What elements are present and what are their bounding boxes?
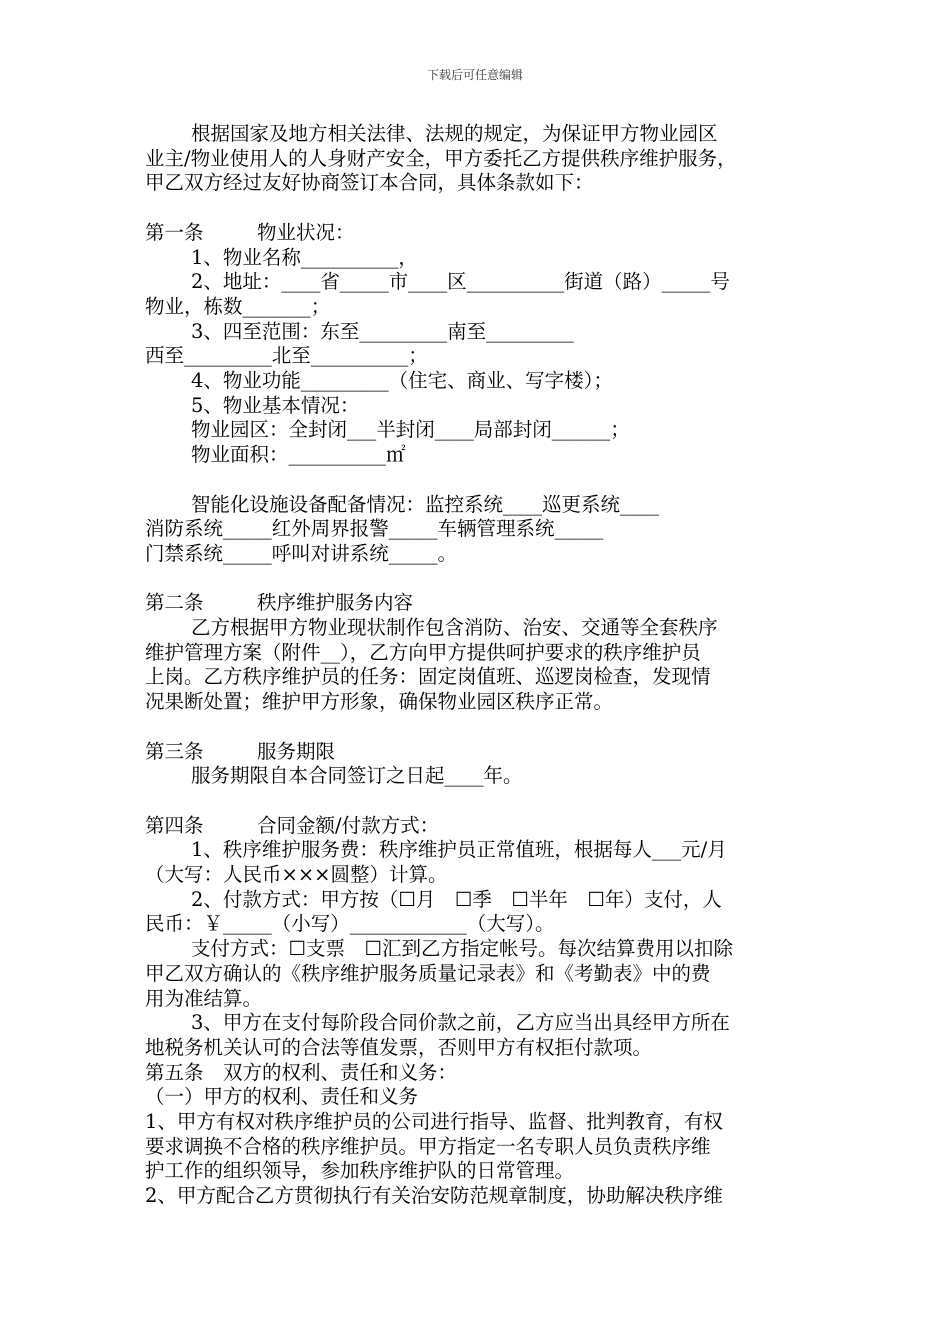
text-line: 支付方式：☐支票 ☐汇到乙方指定帐号。每次结算费用以扣除	[191, 937, 733, 961]
paragraph-gap	[145, 789, 810, 814]
text-line: 5、物业基本情况：	[191, 393, 360, 417]
text-line: 2、付款方式：甲方按（☐月 ☐季 ☐半年 ☐年）支付，人	[191, 887, 722, 911]
article-heading	[145, 221, 810, 246]
article-number: 第一条	[145, 220, 204, 244]
text-line: 根据国家及地方相关法律、法规的规定，为保证甲方物业园区	[191, 122, 718, 145]
paragraph-gap	[145, 468, 810, 493]
page-header: 下载后可任意编辑	[426, 68, 523, 82]
text-line: 1、物业名称__________，	[191, 245, 418, 269]
text-line: 2、甲方配合乙方贯彻执行有关治安防范规章制度，协助解决秩序维	[145, 1184, 723, 1208]
text-line: 智能化设施设备配备情况：监控系统____巡更系统____	[191, 492, 660, 516]
document-body	[145, 122, 810, 1209]
text-line: 第五条 双方的权利、责任和义务：	[145, 1060, 458, 1084]
text-line: （一）甲方的权利、责任和义务	[145, 1085, 419, 1109]
article-heading	[145, 814, 810, 839]
text-line: 要求调换不合格的秩序维护员。甲方指定一名专职人员负责秩序维	[145, 1134, 711, 1158]
article-title: 秩序维护服务内容	[257, 591, 414, 615]
text-line: 维护管理方案（附件__），乙方向甲方提供呵护要求的秩序维护员	[145, 640, 701, 664]
article-heading	[145, 591, 810, 616]
article-title: 服务期限	[257, 739, 336, 763]
article-title: 物业状况：	[257, 220, 355, 244]
text-line: 4、物业功能_________（住宅、商业、写字楼）；	[191, 369, 613, 393]
text-line: 地税务机关认可的合法等值发票，否则甲方有权拒付款项。	[145, 1035, 653, 1059]
article-title: 合同金额/付款方式：	[257, 813, 440, 837]
text-line: 3、甲方在支付每阶段合同价款之前，乙方应当出具经甲方所在	[191, 1011, 730, 1035]
text-line: 1、甲方有权对秩序维护员的公司进行指导、监督、批判教育，有权	[145, 1110, 723, 1134]
text-line: 甲乙双方经过友好协商签订本合同，具体条款如下：	[145, 171, 594, 195]
text-line: （大写：人民币×××圆整）计算。	[145, 863, 448, 887]
paragraph-gap	[145, 715, 810, 740]
text-line: 消防系统_____红外周界报警_____车辆管理系统_____	[145, 517, 604, 541]
text-line: 2、地址：____省_____市____区__________街道（路）_____号	[191, 270, 730, 294]
text-line: 西至_________北至__________；	[145, 344, 428, 368]
article-heading	[145, 740, 810, 765]
text-line: 护工作的组织领导，参加秩序维护队的日常管理。	[145, 1159, 575, 1183]
article-number: 第四条	[145, 813, 204, 837]
text-line: 物业，栋数_______；	[145, 294, 331, 318]
text-line: 甲乙双方确认的《秩序维护服务质量记录表》和《考勤表》中的费	[145, 961, 711, 985]
text-line: 上岗。乙方秩序维护员的任务：固定岗值班、巡逻岗检查，发现情	[145, 665, 711, 689]
paragraph-gap	[145, 567, 810, 592]
text-line: 服务期限自本合同签订之日起____年。	[191, 764, 523, 788]
text-line: 门禁系统_____呼叫对讲系统_____。	[145, 541, 458, 565]
text-line: 物业面积：__________㎡	[191, 443, 406, 467]
text-line: 乙方根据甲方物业现状制作包含消防、治安、交通等全套秩序	[191, 616, 718, 640]
text-line: 况果断处置；维护甲方形象，确保物业园区秩序正常。	[145, 690, 614, 714]
text-line: 3、四至范围：东至_________南至_________	[191, 319, 574, 343]
paragraph-gap	[145, 196, 810, 221]
text-line: 物业园区：全封闭___半封闭____局部封闭______；	[191, 418, 630, 442]
article-number: 第二条	[145, 591, 204, 615]
text-line: 民币：￥_____（小写）____________（大写）。	[145, 912, 555, 936]
article-number: 第三条	[145, 739, 204, 763]
text-line: 业主/物业使用人的人身财产安全，甲方委托乙方提供秩序维护服务，	[145, 146, 737, 170]
text-line: 用为准结算。	[145, 986, 263, 1010]
text-line: 1、秩序维护服务费：秩序维护员正常值班，根据每人___元/月	[191, 838, 727, 862]
